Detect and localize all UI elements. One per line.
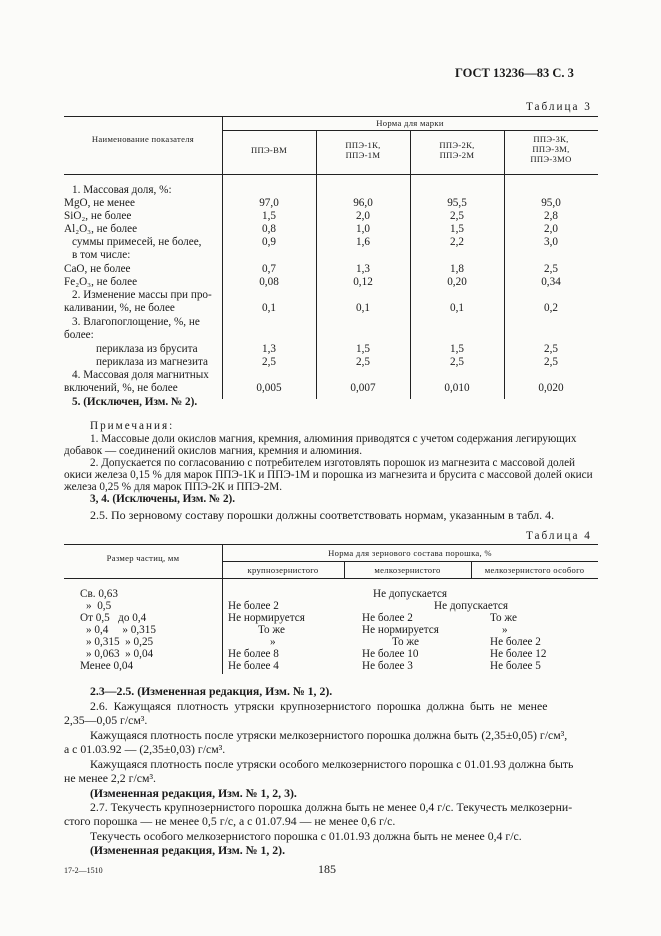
paragraph-density-special-cont: не менее 2,2 г/см³. [64,771,156,785]
size-cell: » 0,315 » 0,25 [86,636,154,648]
value-cell: 2,5 [544,343,558,355]
value-cell: 3,0 [544,236,558,248]
norm-cell: Не более 5 [490,660,541,672]
size-cell: От 0,5 до 0,4 [80,612,147,624]
paragraph-density-special: Кажущаяся плотность после утряски особого мелкозернистого порошка с 01.01.93 должна быть [90,757,574,771]
col-size-header: Размер частиц, мм [106,553,180,563]
value-cell: 2,5 [544,263,558,275]
col-indicator-header: Наименование показателя [91,134,195,144]
size-cell: » 0,5 [86,600,112,612]
row-label: включений, %, не более [64,382,178,394]
notes-title: Примечания: [90,420,175,432]
value-cell: 0,010 [444,382,470,394]
norm-cell-span: Не допускается [372,588,447,600]
grade-header: ППЭ-2К, ППЭ-2М [439,140,475,160]
value-cell: 2,5 [544,356,558,368]
row-label: 1. Массовая доля, %: [72,184,172,196]
value-cell: 2,5 [356,356,370,368]
value-cell: 1,3 [262,343,276,355]
value-cell: 0,20 [447,276,467,288]
size-cell: Менее 0,04 [80,660,134,672]
edit-note-1-2-3: (Измененная редакция, Изм. № 1, 2, 3). [90,786,297,800]
row-label: MgO, не менее [64,197,135,209]
note-1-cont: добавок — соединений окислов магния, кремния и алюминия. [64,445,362,457]
paragraph-2-7: 2.7. Текучесть крупнозернистого порошка должна быть не менее 0,4 г/с. Текучесть мелкозерни- [90,800,573,814]
norm-cell: Не более 2 [362,612,413,624]
row-label: 4. Массовая доля магнитных [72,369,209,381]
norm-cell: » [270,636,276,648]
value-cell: 1,8 [450,263,464,275]
gost-header: ГОСТ 13236—83 С. 3 [455,66,574,80]
value-cell: 1,5 [262,210,276,222]
row-label: суммы примесей, не более, [72,236,202,248]
row-label: CaO, не более [64,263,131,275]
value-cell: 0,9 [262,236,276,248]
paragraph-density-fine-cont: а с 01.03.92 — (2,35±0,03) г/см³. [64,742,226,756]
print-code: 17-2—1510 [64,866,103,875]
value-cell: 95,0 [541,197,561,209]
paragraph-2-6-cont: 2,35—0,05 г/см³. [64,713,148,727]
value-cell: 95,5 [447,197,467,209]
norm-cell: Не более 8 [228,648,279,660]
paragraph-density-fine: Кажущаяся плотность после утряски мелкозернистого порошка должна быть (2,35±0,05) г/см³, [90,728,568,742]
size-cell: » 0,4 » 0,315 [86,624,156,636]
note-1: 1. Массовые доли окислов магния, кремния, алюминия приводятся с учетом содержания легирующих [90,433,577,445]
value-cell: 1,0 [356,223,370,235]
table4-caption: Таблица 4 [526,530,592,542]
norm-cell: Не более 4 [228,660,279,672]
size-cell: Св. 0,63 [80,588,118,600]
value-cell: 0,007 [350,382,376,394]
value-cell: 1,5 [356,343,370,355]
value-cell: 0,020 [538,382,564,394]
norm-cell: То же [258,624,285,636]
norm-cell: » [502,624,508,636]
norm-cell: Не более 12 [490,648,547,660]
paragraph-2-7-cont: стого порошка — не менее 0,5 г/с, а с 01.07.94 — не менее 0,6 г/с. [64,814,396,828]
norm-cell: Не нормируется [228,612,305,624]
row-label: в том числе: [72,249,131,261]
notes-3-4-excluded: 3, 4. (Исключены, Изм. № 2). [90,493,236,505]
edit-note-2-3-2-5: 2.3—2.5. (Измененная редакция, Изм. № 1, 2). [90,684,333,698]
value-cell: 2,5 [450,356,464,368]
norm-cell-span: Не допускается [433,600,508,612]
grade-header: ППЭ-3К, ППЭ-3М, ППЭ-3МО [530,134,572,164]
subheader-coarse: крупнозернистого [247,565,319,575]
paragraph-flowability-special: Текучесть особого мелкозернистого порошка с 01.01.93 должна быть не менее 0,4 г/с. [90,829,522,843]
value-cell: 0,1 [262,302,276,314]
row-label: периклаза из магнезита [96,356,208,368]
row-label: 3. Влагопоглощение, %, не [72,316,200,328]
value-cell: 2,8 [544,210,558,222]
grade-header: ППЭ-ВМ [250,145,288,155]
edit-note-1-2: (Измененная редакция, Изм. № 1, 2). [90,843,286,857]
row-label: 2. Изменение массы при про- [72,289,212,301]
note-2-cont: окиси железа 0,15 % для марок ППЭ-1К и ППЭ-1М и порошка из магнезита и брусита с массовой долей окиси [64,469,593,481]
value-cell: 97,0 [259,197,279,209]
value-cell: 0,005 [256,382,282,394]
value-cell: 0,34 [541,276,561,288]
paragraph-2-6: 2.6. Кажущаяся плотность утряски крупнозернистого порошка должна быть не менее [90,699,548,713]
value-cell: 1,3 [356,263,370,275]
value-cell: 0,8 [262,223,276,235]
table3-caption: Таблица 3 [526,101,592,113]
paragraph-2-5: 2.5. По зерновому составу порошки должны соответствовать нормам, указанным в табл. 4. [90,508,555,522]
col-norm-header: Норма для зернового состава порошка, % [328,548,492,558]
value-cell: 1,5 [450,223,464,235]
value-cell: 0,08 [259,276,279,288]
subheader-fine: мелкозернистого [374,565,441,575]
note-2: 2. Допускается по согласованию с потребителем изготовлять порошок из магнезита с массовой долей [90,457,576,469]
item-5-excluded: 5. (Исключен, Изм. № 2). [72,396,198,408]
col-norm-header: Норма для марки [376,118,444,128]
norm-cell: Не нормируется [362,624,439,636]
norm-cell: Не более 2 [228,600,279,612]
norm-cell: То же [392,636,419,648]
size-cell: » 0,063 » 0,04 [86,648,154,660]
value-cell: 2,5 [262,356,276,368]
norm-cell: Не более 10 [362,648,419,660]
row-label: каливании, %, не более [64,302,175,314]
value-cell: 0,12 [353,276,373,288]
value-cell: 0,7 [262,263,276,275]
value-cell: 2,5 [450,210,464,222]
note-2-cont: железа 0,25 % для марок ППЭ-2К и ППЭ-2М. [64,481,283,493]
value-cell: 0,2 [544,302,558,314]
value-cell: 1,6 [356,236,370,248]
grade-header: ППЭ-1К, ППЭ-1М [345,140,381,160]
norm-cell: То же [490,612,517,624]
page-number: 185 [318,862,336,876]
value-cell: 1,5 [450,343,464,355]
row-label: периклаза из брусита [96,343,198,355]
row-label: более: [64,329,94,341]
row-label: SiO₂, не более [64,210,132,222]
value-cell: 2,2 [450,236,464,248]
row-label: Fe₂O₃, не более [64,276,138,288]
row-label: Al₂O₃, не более [64,223,138,235]
subheader-fine-special: мелкозернистого особого [484,565,585,575]
value-cell: 2,0 [356,210,370,222]
value-cell: 96,0 [353,197,373,209]
value-cell: 2,0 [544,223,558,235]
norm-cell: Не более 2 [490,636,541,648]
value-cell: 0,1 [450,302,464,314]
value-cell: 0,1 [356,302,370,314]
norm-cell: Не более 3 [362,660,413,672]
